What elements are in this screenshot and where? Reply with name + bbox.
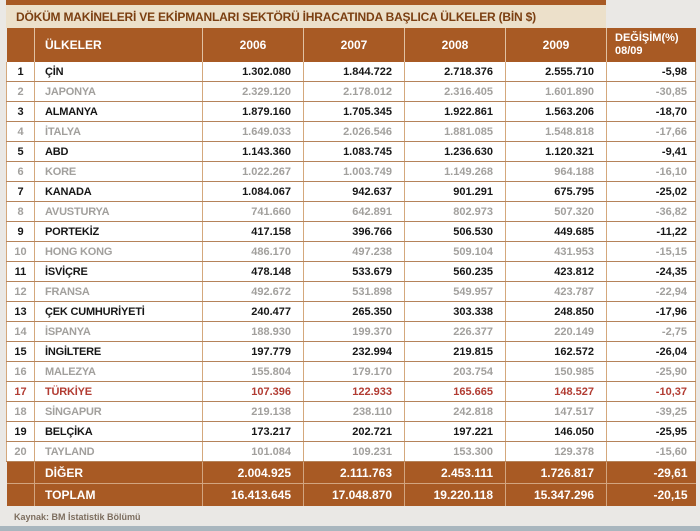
footer-rank-cell xyxy=(7,462,35,484)
table-row xyxy=(7,262,696,282)
value-cell: 303.338 xyxy=(405,302,506,322)
table-row xyxy=(7,222,696,242)
value-cell: 2.026.546 xyxy=(304,122,405,142)
value-cell: 162.572 xyxy=(506,342,607,362)
value-cell: 449.685 xyxy=(506,222,607,242)
rank-cell: 5 xyxy=(7,142,35,162)
change-cell: -10,37 xyxy=(607,382,696,402)
country-cell: HONG KONG xyxy=(35,242,203,262)
value-cell: 492.672 xyxy=(203,282,304,302)
source-note: Kaynak: BM İstatistik Bölümü xyxy=(14,512,141,522)
rank-cell: 17 xyxy=(7,382,35,402)
change-cell: -2,75 xyxy=(607,322,696,342)
change-cell: -11,22 xyxy=(607,222,696,242)
title-bar xyxy=(6,0,695,28)
change-cell: -25,02 xyxy=(607,182,696,202)
value-cell: 202.721 xyxy=(304,422,405,442)
country-cell: AVUSTURYA xyxy=(35,202,203,222)
column-header-2009: 2009 xyxy=(506,28,607,62)
footer-value-cell: 2.004.925 xyxy=(203,462,304,484)
value-cell: 531.898 xyxy=(304,282,405,302)
value-cell: 509.104 xyxy=(405,242,506,262)
value-cell: 146.050 xyxy=(506,422,607,442)
value-cell: 150.985 xyxy=(506,362,607,382)
country-cell: ABD xyxy=(35,142,203,162)
column-header-2007: 2007 xyxy=(304,28,405,62)
value-cell: 129.378 xyxy=(506,442,607,462)
rank-cell: 6 xyxy=(7,162,35,182)
table-row xyxy=(7,402,696,422)
table-row xyxy=(7,242,696,262)
value-cell: 549.957 xyxy=(405,282,506,302)
table-footer xyxy=(7,462,696,507)
value-cell: 153.300 xyxy=(405,442,506,462)
value-cell: 741.660 xyxy=(203,202,304,222)
column-header-2008: 2008 xyxy=(405,28,506,62)
country-cell: TÜRKİYE xyxy=(35,382,203,402)
value-cell: 240.477 xyxy=(203,302,304,322)
rank-cell: 12 xyxy=(7,282,35,302)
change-cell: -22,94 xyxy=(607,282,696,302)
value-cell: 219.815 xyxy=(405,342,506,362)
value-cell: 248.850 xyxy=(506,302,607,322)
value-cell: 101.084 xyxy=(203,442,304,462)
value-cell: 560.235 xyxy=(405,262,506,282)
table-row xyxy=(7,102,696,122)
change-cell: -17,96 xyxy=(607,302,696,322)
value-cell: 1.022.267 xyxy=(203,162,304,182)
change-cell: -30,85 xyxy=(607,82,696,102)
value-cell: 265.350 xyxy=(304,302,405,322)
footer-row xyxy=(7,462,696,484)
value-cell: 173.217 xyxy=(203,422,304,442)
change-cell: -9,41 xyxy=(607,142,696,162)
title-block xyxy=(6,0,606,28)
value-cell: 1.003.749 xyxy=(304,162,405,182)
value-cell: 242.818 xyxy=(405,402,506,422)
country-cell: İSPANYA xyxy=(35,322,203,342)
value-cell: 2.178.012 xyxy=(304,82,405,102)
change-cell: -16,10 xyxy=(607,162,696,182)
table-row xyxy=(7,442,696,462)
table-row xyxy=(7,382,696,402)
value-cell: 417.158 xyxy=(203,222,304,242)
value-cell: 2.555.710 xyxy=(506,62,607,82)
value-cell: 1.705.345 xyxy=(304,102,405,122)
table-row xyxy=(7,122,696,142)
value-cell: 147.517 xyxy=(506,402,607,422)
footer-change-cell: -29,61 xyxy=(607,462,696,484)
change-cell: -17,66 xyxy=(607,122,696,142)
value-cell: 1.563.206 xyxy=(506,102,607,122)
rank-cell: 15 xyxy=(7,342,35,362)
table-row xyxy=(7,302,696,322)
value-cell: 179.170 xyxy=(304,362,405,382)
value-cell: 642.891 xyxy=(304,202,405,222)
value-cell: 2.316.405 xyxy=(405,82,506,102)
country-cell: İTALYA xyxy=(35,122,203,142)
table-row xyxy=(7,322,696,342)
value-cell: 220.149 xyxy=(506,322,607,342)
data-table xyxy=(6,28,696,506)
value-cell: 1.601.890 xyxy=(506,82,607,102)
footer-value-cell: 16.413.645 xyxy=(203,484,304,507)
value-cell: 148.527 xyxy=(506,382,607,402)
table-row xyxy=(7,142,696,162)
rank-cell: 16 xyxy=(7,362,35,382)
value-cell: 238.110 xyxy=(304,402,405,422)
country-cell: KORE xyxy=(35,162,203,182)
value-cell: 964.188 xyxy=(506,162,607,182)
value-cell: 165.665 xyxy=(405,382,506,402)
change-cell: -25,95 xyxy=(607,422,696,442)
value-cell: 497.238 xyxy=(304,242,405,262)
country-cell: İSVİÇRE xyxy=(35,262,203,282)
rank-cell: 8 xyxy=(7,202,35,222)
table-row xyxy=(7,282,696,302)
change-header-line1: DEĞİŞİM(%) xyxy=(615,31,679,44)
footer-rank-cell xyxy=(7,484,35,507)
title-bar-gap xyxy=(606,0,695,28)
country-cell: BELÇİKA xyxy=(35,422,203,442)
bottom-strip xyxy=(0,526,700,531)
value-cell: 1.879.160 xyxy=(203,102,304,122)
value-cell: 1.881.085 xyxy=(405,122,506,142)
change-cell: -26,04 xyxy=(607,342,696,362)
change-cell: -39,25 xyxy=(607,402,696,422)
change-cell: -18,70 xyxy=(607,102,696,122)
value-cell: 1.844.722 xyxy=(304,62,405,82)
value-cell: 203.754 xyxy=(405,362,506,382)
table-body xyxy=(7,62,696,462)
value-cell: 1.236.630 xyxy=(405,142,506,162)
table-header-row xyxy=(7,28,696,62)
column-header-change xyxy=(607,28,696,62)
value-cell: 431.953 xyxy=(506,242,607,262)
rank-cell: 3 xyxy=(7,102,35,122)
value-cell: 507.320 xyxy=(506,202,607,222)
table-row xyxy=(7,342,696,362)
rank-cell: 2 xyxy=(7,82,35,102)
country-cell: ÇEK CUMHURİYETİ xyxy=(35,302,203,322)
rank-cell: 20 xyxy=(7,442,35,462)
value-cell: 226.377 xyxy=(405,322,506,342)
value-cell: 155.804 xyxy=(203,362,304,382)
table-row xyxy=(7,82,696,102)
rank-cell: 10 xyxy=(7,242,35,262)
table-row xyxy=(7,202,696,222)
country-cell: FRANSA xyxy=(35,282,203,302)
value-cell: 675.795 xyxy=(506,182,607,202)
value-cell: 197.779 xyxy=(203,342,304,362)
rank-cell: 9 xyxy=(7,222,35,242)
value-cell: 423.812 xyxy=(506,262,607,282)
country-cell: ALMANYA xyxy=(35,102,203,122)
footer-label-cell: DİĞER xyxy=(35,462,203,484)
change-cell: -36,82 xyxy=(607,202,696,222)
footer-label-cell: TOPLAM xyxy=(35,484,203,507)
value-cell: 2.718.376 xyxy=(405,62,506,82)
value-cell: 423.787 xyxy=(506,282,607,302)
change-cell: -25,90 xyxy=(607,362,696,382)
value-cell: 1.922.861 xyxy=(405,102,506,122)
value-cell: 219.138 xyxy=(203,402,304,422)
value-cell: 2.329.120 xyxy=(203,82,304,102)
value-cell: 1.083.745 xyxy=(304,142,405,162)
footer-value-cell: 1.726.817 xyxy=(506,462,607,484)
value-cell: 1.548.818 xyxy=(506,122,607,142)
table-row xyxy=(7,182,696,202)
value-cell: 486.170 xyxy=(203,242,304,262)
value-cell: 1.143.360 xyxy=(203,142,304,162)
change-cell: -24,35 xyxy=(607,262,696,282)
country-cell: PORTEKİZ xyxy=(35,222,203,242)
value-cell: 1.302.080 xyxy=(203,62,304,82)
value-cell: 232.994 xyxy=(304,342,405,362)
value-cell: 122.933 xyxy=(304,382,405,402)
change-header-line2: 08/09 xyxy=(615,45,643,57)
value-cell: 1.120.321 xyxy=(506,142,607,162)
change-cell: -15,60 xyxy=(607,442,696,462)
value-cell: 1.649.033 xyxy=(203,122,304,142)
country-cell: TAYLAND xyxy=(35,442,203,462)
value-cell: 1.149.268 xyxy=(405,162,506,182)
change-cell: -5,98 xyxy=(607,62,696,82)
rank-cell: 7 xyxy=(7,182,35,202)
value-cell: 901.291 xyxy=(405,182,506,202)
footer-value-cell: 19.220.118 xyxy=(405,484,506,507)
rank-cell: 18 xyxy=(7,402,35,422)
value-cell: 506.530 xyxy=(405,222,506,242)
footer-value-cell: 15.347.296 xyxy=(506,484,607,507)
country-cell: İNGİLTERE xyxy=(35,342,203,362)
column-header-countries: ÜLKELER xyxy=(35,28,203,62)
rank-cell: 11 xyxy=(7,262,35,282)
footer-value-cell: 2.111.763 xyxy=(304,462,405,484)
value-cell: 942.637 xyxy=(304,182,405,202)
table-row xyxy=(7,162,696,182)
country-cell: JAPONYA xyxy=(35,82,203,102)
page-title: DÖKÜM MAKİNELERİ VE EKİPMANLARI SEKTÖRÜ İHRACATINDA BAŞLICA ÜLKELER (BİN $) xyxy=(16,9,536,24)
rank-cell: 1 xyxy=(7,62,35,82)
column-header-2006: 2006 xyxy=(203,28,304,62)
footer-value-cell: 2.453.111 xyxy=(405,462,506,484)
value-cell: 802.973 xyxy=(405,202,506,222)
value-cell: 478.148 xyxy=(203,262,304,282)
value-cell: 197.221 xyxy=(405,422,506,442)
rank-cell: 13 xyxy=(7,302,35,322)
rank-cell: 4 xyxy=(7,122,35,142)
table-row xyxy=(7,362,696,382)
footer-row xyxy=(7,484,696,507)
value-cell: 199.370 xyxy=(304,322,405,342)
country-cell: ÇİN xyxy=(35,62,203,82)
change-cell: -15,15 xyxy=(607,242,696,262)
rank-cell: 19 xyxy=(7,422,35,442)
value-cell: 107.396 xyxy=(203,382,304,402)
table-row xyxy=(7,62,696,82)
country-cell: MALEZYA xyxy=(35,362,203,382)
table-row xyxy=(7,422,696,442)
column-header-rank xyxy=(7,28,35,62)
value-cell: 396.766 xyxy=(304,222,405,242)
value-cell: 188.930 xyxy=(203,322,304,342)
footer-value-cell: 17.048.870 xyxy=(304,484,405,507)
value-cell: 533.679 xyxy=(304,262,405,282)
value-cell: 109.231 xyxy=(304,442,405,462)
footer-change-cell: -20,15 xyxy=(607,484,696,507)
country-cell: SİNGAPUR xyxy=(35,402,203,422)
country-cell: KANADA xyxy=(35,182,203,202)
value-cell: 1.084.067 xyxy=(203,182,304,202)
rank-cell: 14 xyxy=(7,322,35,342)
